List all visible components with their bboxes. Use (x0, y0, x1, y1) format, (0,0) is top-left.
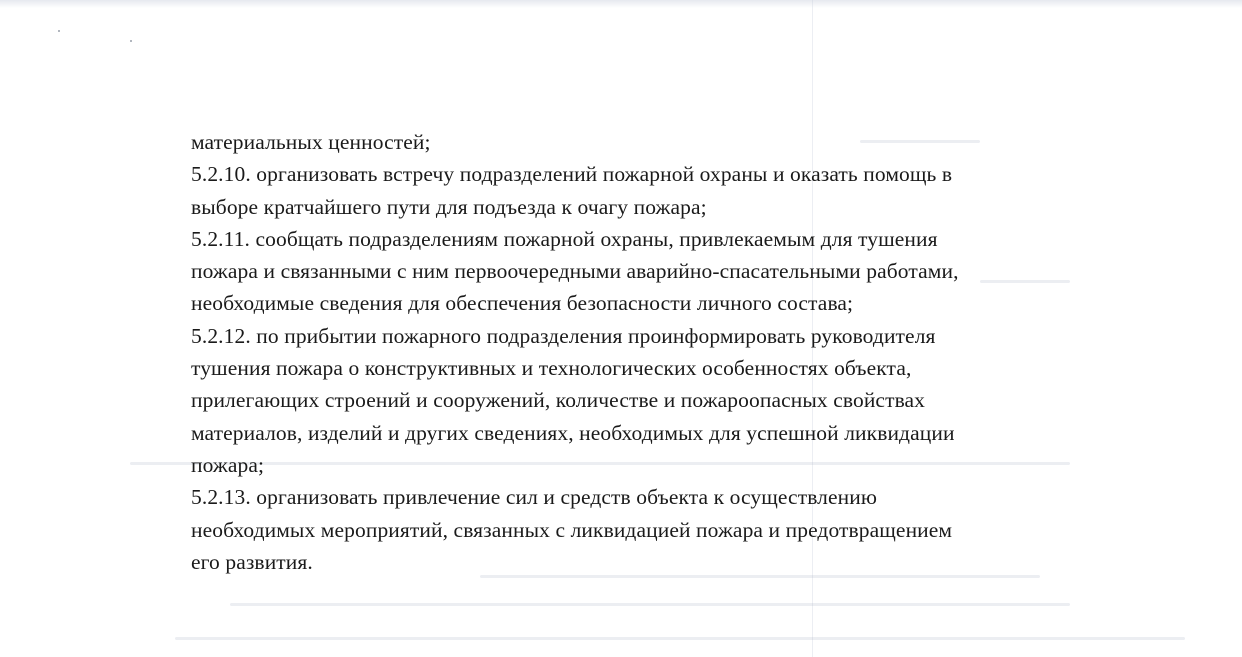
text-line: материальных ценностей; (191, 130, 431, 154)
text-line: пожара; (191, 452, 265, 477)
scan-top-edge (0, 0, 1242, 8)
text-line: необходимых мероприятий, связанных с ликвидацией пожара и предотвращением (191, 517, 953, 542)
text-line: 5.2.12. по прибытии пожарного подразделения проинформировать руководителя (191, 323, 936, 348)
text-line: 5.2.13. организовать привлечение сил и средств объекта к осуществлению (191, 485, 878, 510)
text-line: материалов, изделий и других сведениях, необходимых для успешной ликвидации (191, 420, 955, 445)
text-line: его развития. (191, 549, 313, 574)
text-line: 5.2.11. сообщать подразделениям пожарной охраны, привлекаемым для тушения (191, 226, 938, 251)
text-line: необходимые сведения для обеспечения безопасности личного состава; (191, 291, 854, 316)
scan-speck (58, 30, 60, 32)
text-line: пожара и связанными с ним первоочередными аварийно-спасательными работами, (191, 259, 959, 284)
text-line: 5.2.10. организовать встречу подразделений пожарной охраны и оказать помощь в (191, 162, 953, 187)
bleed-through-mark (175, 637, 1185, 640)
document-body (191, 126, 1181, 578)
scan-speck (130, 40, 132, 42)
bleed-through-mark (230, 603, 1070, 606)
text-line: выборе кратчайшего пути для подъезда к очагу пожара; (191, 194, 707, 219)
text-line: прилегающих строений и сооружений, количестве и пожароопасных свойствах (191, 388, 926, 413)
text-line: тушения пожара о конструктивных и технологических особенностях объекта, (191, 356, 912, 381)
